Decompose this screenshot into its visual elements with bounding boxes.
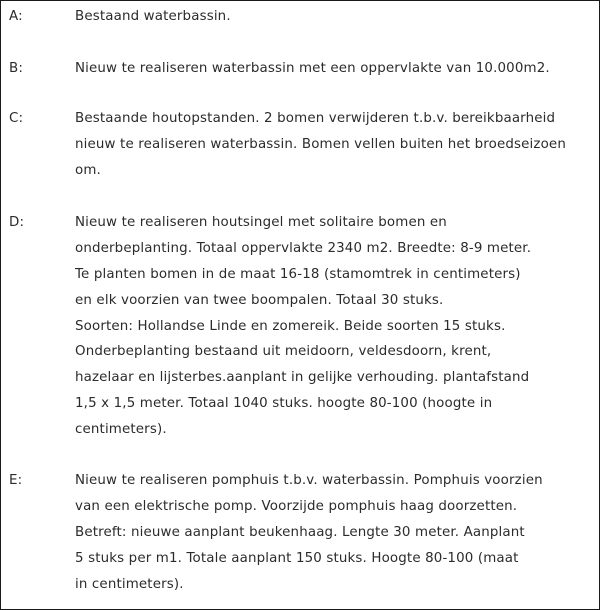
text-line: Soorten: Hollandse Linde en zomereik. Beide soorten 15 stuks. — [75, 318, 506, 334]
text-line: 1,5 x 1,5 meter. Totaal 1040 stuks. hoogte 80-100 (hoogte in — [75, 396, 493, 412]
text-line: hazelaar en lijsterbes.aanplant in gelijke verhouding. plantafstand — [75, 370, 530, 386]
text-line: Nieuw te realiseren houtsingel met solitaire bomen en — [75, 215, 447, 230]
text-line: om. — [75, 163, 101, 178]
entry-label: E: — [9, 473, 23, 488]
entry-text — [75, 210, 595, 443]
text-line: Nieuw te realiseren pomphuis t.b.v. waterbassin. Pomphuis voorzien — [75, 473, 543, 488]
text-line: nieuw te realiseren waterbassin. Bomen vellen buiten het broedseizoen — [75, 137, 566, 152]
text-line: 5 stuks per m1. Totale aanplant 150 stuks. Hoogte 80-100 (maat — [75, 551, 519, 566]
text-line: van een elektrische pomp. Voorzijde pomphuis haag doorzetten. — [75, 499, 518, 514]
text-line: Betreft: nieuwe aanplant beukenhaag. Lengte 30 meter. Aanplant — [75, 525, 525, 540]
entry-text — [75, 4, 595, 30]
text-line: Nieuw te realiseren waterbassin met een oppervlakte van 10.000m2. — [75, 61, 550, 76]
text-line: Onderbeplanting bestaand uit meidoorn, veldesdoorn, krent, — [75, 344, 492, 360]
entry-text — [75, 106, 595, 184]
text-line: en elk voorzien van twee boompalen. Totaal 30 stuks. — [75, 292, 444, 308]
text-line: centimeters). — [75, 422, 167, 438]
entry-label: B: — [9, 61, 23, 76]
text-line: Te planten bomen in de maat 16-18 (stamomtrek in centimeters) — [75, 266, 521, 282]
entry-label: D: — [9, 215, 25, 230]
entry-label: C: — [9, 111, 24, 126]
entry-label: A: — [9, 9, 23, 24]
text-line: in centimeters). — [75, 577, 184, 592]
text-line: Bestaand waterbassin. — [75, 9, 231, 24]
text-line: Bestaande houtopstanden. 2 bomen verwijderen t.b.v. bereikbaarheid — [75, 111, 556, 126]
entry-text — [75, 56, 595, 82]
entry-text — [75, 468, 595, 598]
text-line: onderbeplanting. Totaal oppervlakte 2340 m2. Breedte: 8-9 meter. — [75, 240, 532, 256]
